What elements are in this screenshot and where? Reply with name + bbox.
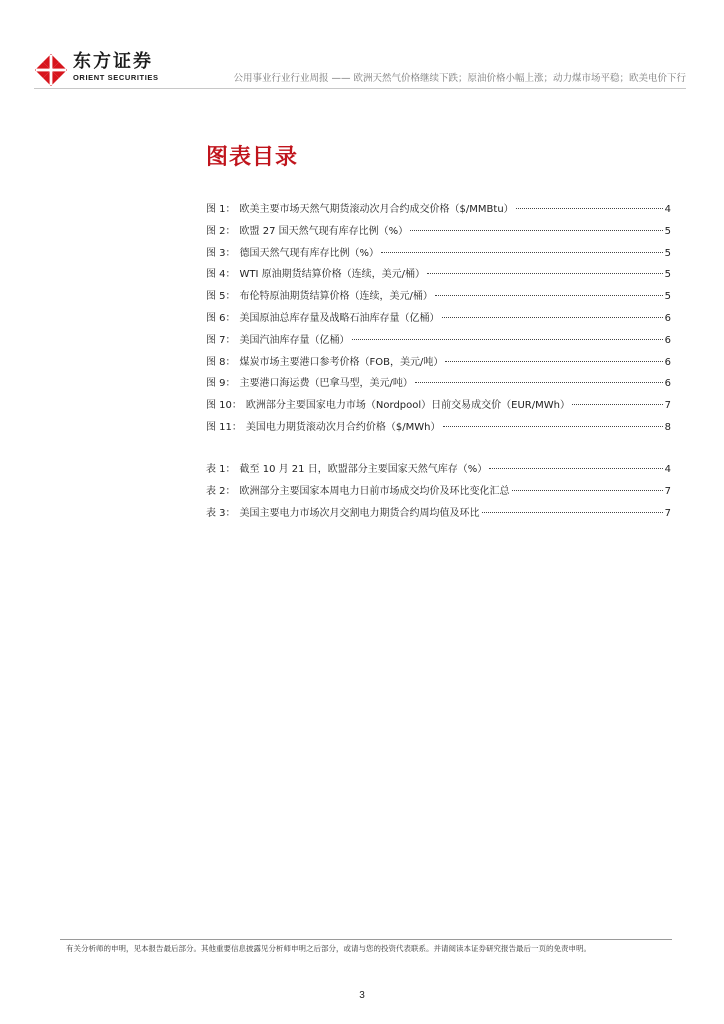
figure-toc-entry[interactable] bbox=[206, 399, 671, 421]
table-list bbox=[206, 463, 671, 528]
entry-label: 图 3： bbox=[206, 247, 236, 259]
figure-toc-entry[interactable] bbox=[206, 290, 671, 312]
entry-page-number: 6 bbox=[664, 312, 671, 324]
entry-label: 图 5： bbox=[206, 291, 236, 303]
figure-list bbox=[206, 203, 671, 443]
dot-leader bbox=[381, 252, 663, 253]
orient-securities-logo-icon bbox=[34, 53, 68, 87]
dot-leader bbox=[489, 468, 662, 469]
footer-divider bbox=[60, 939, 672, 940]
entry-page-number: 5 bbox=[664, 247, 671, 259]
brand-name bbox=[73, 52, 159, 83]
entry-page-number: 6 bbox=[664, 356, 671, 368]
dot-leader bbox=[443, 426, 663, 427]
dot-leader bbox=[482, 512, 663, 513]
entry-title: 美国电力期货滚动次月合约价格（$/MWh） bbox=[245, 421, 441, 433]
dot-leader bbox=[427, 273, 663, 274]
entry-label: 图 7： bbox=[206, 334, 236, 346]
entry-page-number: 7 bbox=[664, 400, 671, 412]
dot-leader bbox=[415, 382, 663, 383]
header-divider bbox=[34, 88, 686, 89]
dot-leader bbox=[352, 339, 663, 340]
entry-page-number: 7 bbox=[664, 507, 671, 519]
figure-toc-entry[interactable] bbox=[206, 225, 671, 247]
footer-disclaimer: 有关分析师的申明，见本报告最后部分。其他重要信息披露见分析师申明之后部分，或请与您的投资代表联系。并请阅读本证券研究报告最后一页的免责申明。 bbox=[66, 944, 591, 953]
entry-label: 图 10： bbox=[206, 400, 242, 412]
entry-title: 主要港口海运费（巴拿马型，美元/吨） bbox=[239, 378, 413, 390]
figure-toc-entry[interactable] bbox=[206, 268, 671, 290]
table-toc-entry[interactable] bbox=[206, 463, 671, 485]
entry-label: 表 2： bbox=[206, 485, 236, 497]
entry-title: 德国天然气现有库存比例（%） bbox=[239, 247, 380, 259]
entry-page-number: 8 bbox=[664, 421, 671, 433]
entry-label: 图 9： bbox=[206, 378, 236, 390]
entry-label: 表 3： bbox=[206, 507, 236, 519]
entry-page-number: 6 bbox=[664, 378, 671, 390]
dot-leader bbox=[512, 490, 663, 491]
entry-title: 截至 10 月 21 日，欧盟部分主要国家天然气库存（%） bbox=[239, 464, 488, 475]
entry-title: 美国原油总库存量及战略石油库存量（亿桶） bbox=[239, 312, 440, 324]
brand-name-cn: 东方证券 bbox=[73, 51, 153, 72]
entry-page-number: 6 bbox=[664, 334, 671, 346]
dot-leader bbox=[435, 295, 663, 296]
brand-name-en: ORIENT SECURITIES bbox=[73, 73, 159, 82]
entry-title: 美国汽油库存量（亿桶） bbox=[239, 334, 350, 346]
table-toc-entry[interactable] bbox=[206, 507, 671, 529]
figure-toc-entry[interactable] bbox=[206, 312, 671, 334]
report-title: 公用事业行业行业周报 —— 欧洲天然气价格继续下跌；原油价格小幅上涨；动力煤市场平稳；欧美电价下行 bbox=[233, 73, 686, 84]
entry-label: 表 1： bbox=[206, 464, 236, 475]
entry-label: 图 1： bbox=[206, 204, 236, 215]
entry-page-number: 4 bbox=[664, 464, 671, 475]
figure-toc-entry[interactable] bbox=[206, 356, 671, 378]
figure-toc-entry[interactable] bbox=[206, 247, 671, 269]
entry-page-number: 5 bbox=[664, 291, 671, 303]
figure-toc-entry[interactable] bbox=[206, 421, 671, 443]
figure-toc-entry[interactable] bbox=[206, 334, 671, 356]
entry-label: 图 11： bbox=[206, 421, 242, 433]
page-header bbox=[0, 0, 724, 92]
entry-title: 欧洲部分主要国家电力市场（Nordpool）日前交易成交价（EUR/MWh） bbox=[245, 400, 570, 412]
entry-title: 欧盟 27 国天然气现有库存比例（%） bbox=[239, 225, 409, 237]
entry-title: WTI 原油期货结算价格（连续，美元/桶） bbox=[239, 269, 426, 281]
figure-toc-entry[interactable] bbox=[206, 377, 671, 399]
entry-label: 图 4： bbox=[206, 269, 236, 281]
toc-title: 图表目录 bbox=[206, 145, 299, 170]
entry-title: 欧美主要市场天然气期货滚动次月合约成交价格（$/MMBtu） bbox=[239, 204, 514, 215]
entry-title: 欧洲部分主要国家本周电力日前市场成交均价及环比变化汇总 bbox=[239, 485, 510, 497]
entry-title: 煤炭市场主要港口参考价格（FOB，美元/吨） bbox=[239, 356, 444, 368]
figure-toc-entry[interactable] bbox=[206, 203, 671, 225]
entry-page-number: 5 bbox=[664, 269, 671, 281]
entry-title: 布伦特原油期货结算价格（连续，美元/桶） bbox=[239, 291, 433, 303]
entry-page-number: 5 bbox=[664, 225, 671, 237]
entry-label: 图 2： bbox=[206, 225, 236, 237]
dot-leader bbox=[445, 361, 662, 362]
page-number: 3 bbox=[359, 990, 365, 1001]
entry-page-number: 7 bbox=[664, 485, 671, 497]
entry-label: 图 8： bbox=[206, 356, 236, 368]
dot-leader bbox=[516, 208, 663, 209]
dot-leader bbox=[572, 404, 663, 405]
entry-label: 图 6： bbox=[206, 312, 236, 324]
table-toc-entry[interactable] bbox=[206, 485, 671, 507]
dot-leader bbox=[410, 230, 662, 231]
entry-page-number: 4 bbox=[664, 204, 671, 215]
dot-leader bbox=[442, 317, 663, 318]
entry-title: 美国主要电力市场次月交割电力期货合约周均值及环比 bbox=[239, 507, 480, 519]
